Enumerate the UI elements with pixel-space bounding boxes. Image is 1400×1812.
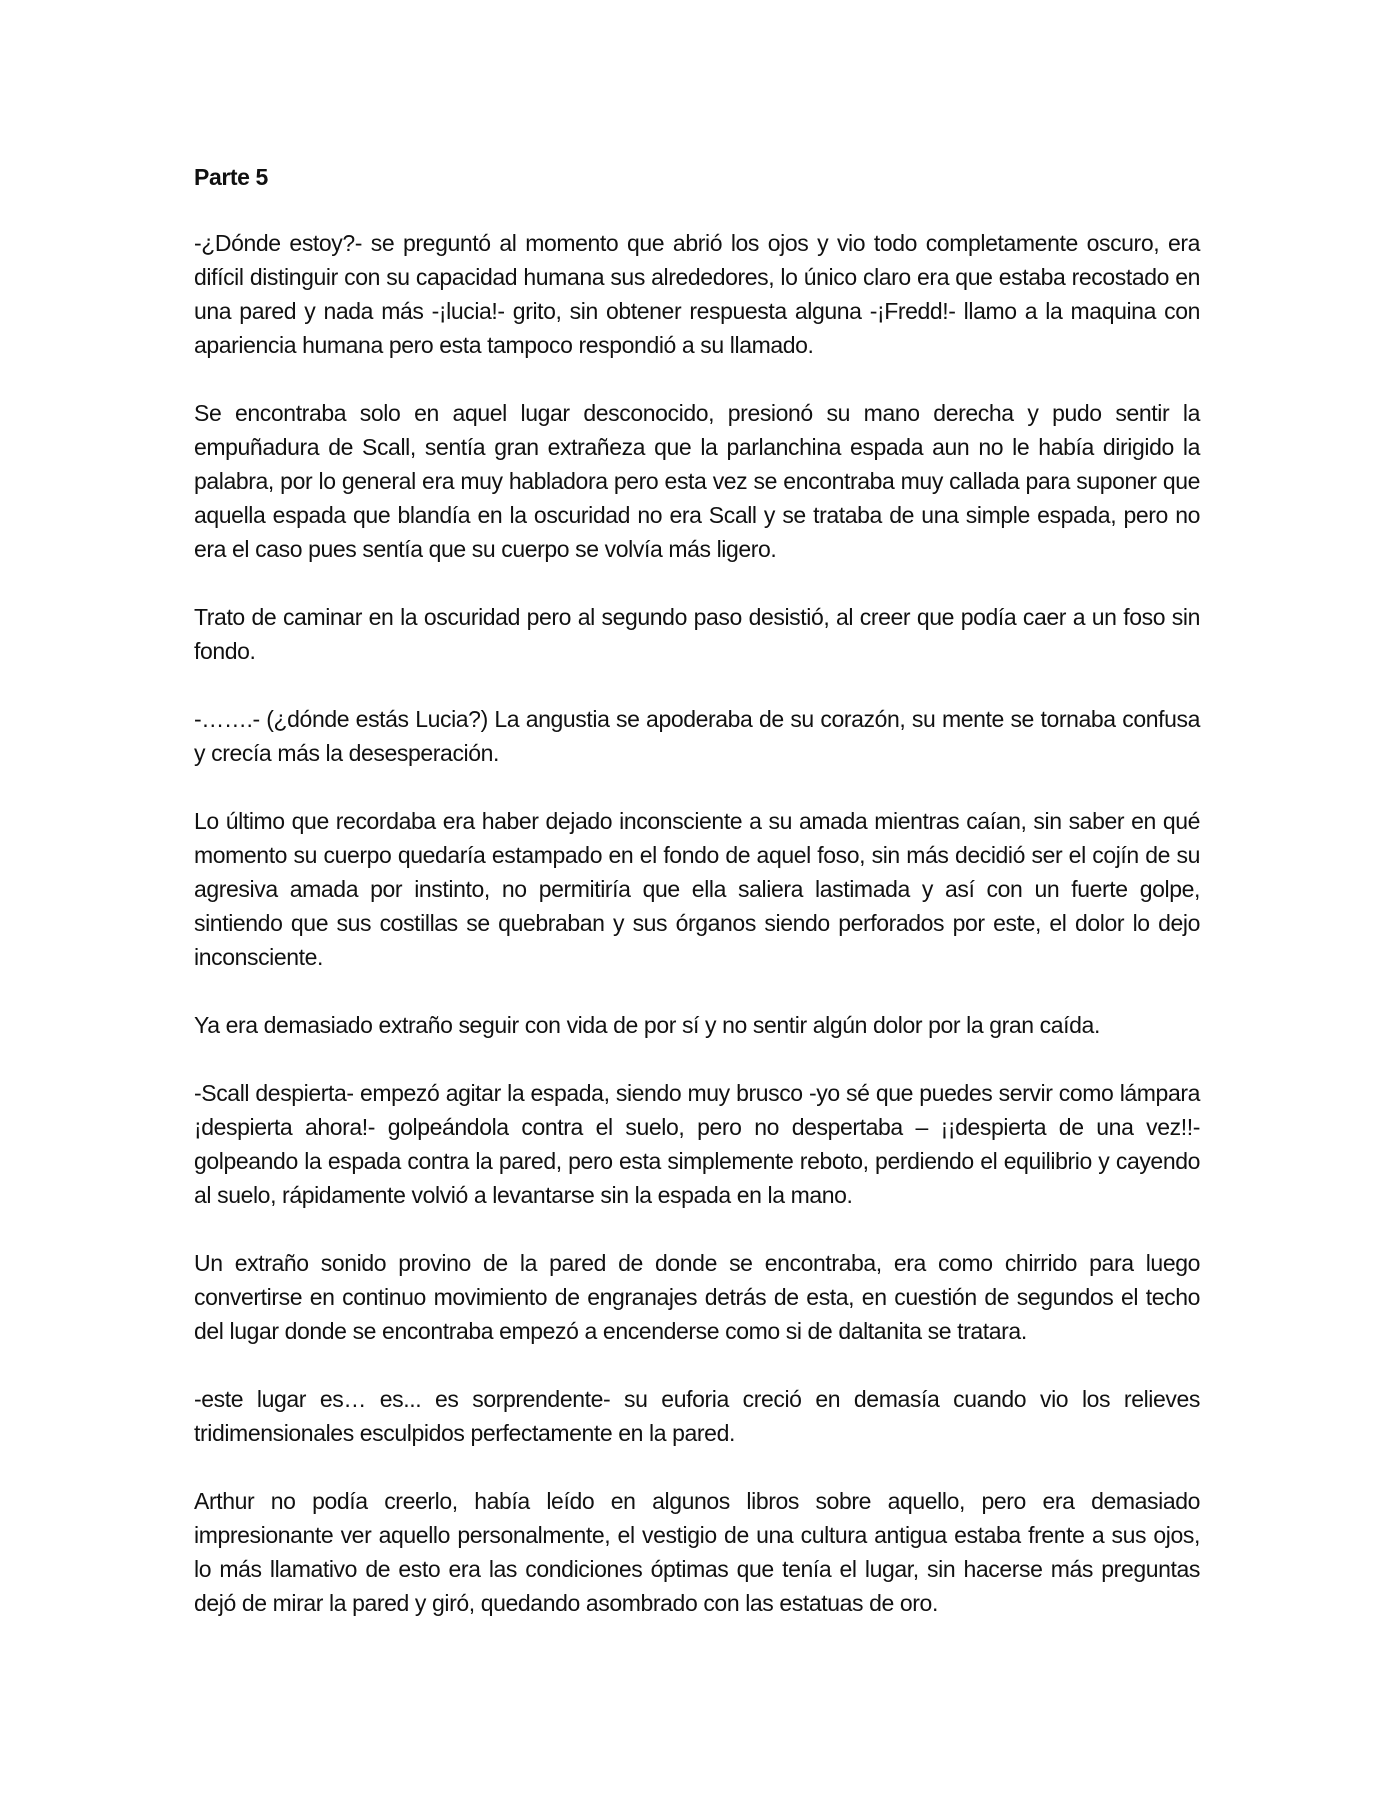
document-body	[194, 160, 1200, 1654]
chapter-heading: Parte 5	[194, 164, 268, 190]
paragraph-1: -¿Dónde estoy?- se preguntó al momento que abrió los ojos y vio todo completamente oscuro, era difícil distinguir con su capacidad humana sus alrededores, lo único claro era que estaba recostado en una pared y nada más -¡lucia!- grito, sin obtener respuesta alguna -¡Fredd!- llamo a la maquina con apariencia humana pero esta tampoco respondió a su llamado.	[194, 230, 1200, 358]
paragraph-8: Un extraño sonido provino de la pared de donde se encontraba, era como chirrido para luego convertirse en continuo movimiento de engranajes detrás de esta, en cuestión de segundos el techo del lugar donde se encontraba empezó a encenderse como si de daltanita se tratara.	[194, 1250, 1200, 1344]
paragraph-7: -Scall despierta- empezó agitar la espada, siendo muy brusco -yo sé que puedes servir como lámpara ¡despierta ahora!- golpeándola contra el suelo, pero no despertaba – ¡¡despierta de una vez!!- golpeando la espada contra la pared, pero esta simplemente reboto, perdiendo el equilibrio y cayendo al suelo, rápidamente volvió a levantarse sin la espada en la mano.	[194, 1080, 1200, 1208]
paragraph-5: Lo último que recordaba era haber dejado inconsciente a su amada mientras caían, sin saber en qué momento su cuerpo quedaría estampado en el fondo de aquel foso, sin más decidió ser el cojín de su agresiva amada por instinto, no permitiría que ella saliera lastimada y así con un fuerte golpe, sintiendo que sus costillas se quebraban y sus órganos siendo perforados por este, el dolor lo dejo inconsciente.	[194, 808, 1200, 970]
paragraph-6: Ya era demasiado extraño seguir con vida de por sí y no sentir algún dolor por la gran caída.	[194, 1012, 1100, 1038]
paragraph-9: -este lugar es… es... es sorprendente- su euforia creció en demasía cuando vio los relieves tridimensionales esculpidos perfectamente en la pared.	[194, 1386, 1200, 1446]
paragraph-2: Se encontraba solo en aquel lugar desconocido, presionó su mano derecha y pudo sentir la empuñadura de Scall, sentía gran extrañeza que la parlanchina espada aun no le había dirigido la palabra, por lo general era muy habladora pero esta vez se encontraba muy callada para suponer que aquella espada que blandía en la oscuridad no era Scall y se trataba de una simple espada, pero no era el caso pues sentía que su cuerpo se volvía más ligero.	[194, 400, 1200, 562]
paragraph-4: -…….- (¿dónde estás Lucia?) La angustia se apoderaba de su corazón, su mente se tornaba confusa y crecía más la desesperación.	[194, 706, 1200, 766]
paragraph-3: Trato de caminar en la oscuridad pero al segundo paso desistió, al creer que podía caer a un foso sin fondo.	[194, 604, 1200, 664]
paragraph-10: Arthur no podía creerlo, había leído en algunos libros sobre aquello, pero era demasiado impresionante ver aquello personalmente, el vestigio de una cultura antigua estaba frente a sus ojos, lo más llamativo de esto era las condiciones óptimas que tenía el lugar, sin hacerse más preguntas dejó de mirar la pared y giró, quedando asombrado con las estatuas de oro.	[194, 1488, 1200, 1616]
